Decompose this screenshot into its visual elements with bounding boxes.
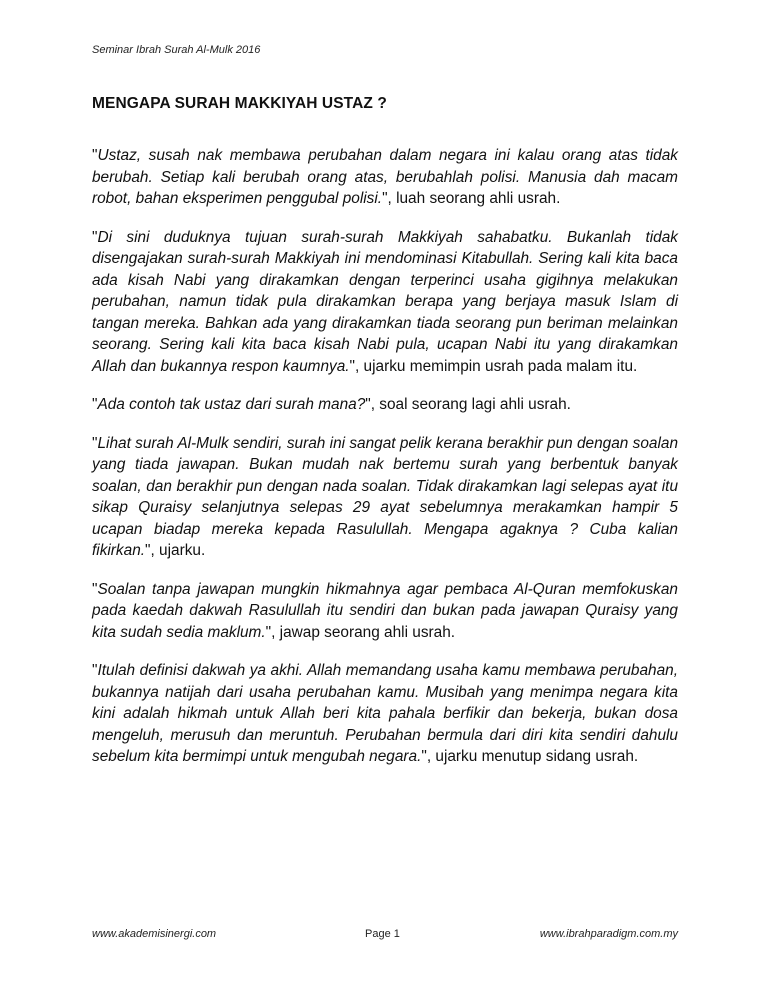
paragraph [92, 227, 678, 378]
paragraph [92, 433, 678, 562]
dialogue-quote: Soalan tanpa jawapan mungkin hikmahnya agar pembaca Al-Quran memfokuskan pada kaedah dakwah Rasulullah itu sendiri dan bukan pada jawapan Quraisy yang kita sudah sedia maklum. [92, 580, 678, 641]
dialogue-tail: ", soal seorang lagi ahli usrah. [365, 396, 571, 413]
open-quote: " [92, 147, 98, 164]
open-quote: " [92, 662, 98, 679]
dialogue-tail: ", ujarku. [145, 542, 206, 559]
dialogue-tail: ", ujarku menutup sidang usrah. [421, 748, 639, 765]
dialogue-tail: ", ujarku memimpin usrah pada malam itu. [349, 357, 638, 375]
dialogue-quote: Ada contoh tak ustaz dari surah mana? [97, 396, 366, 413]
dialogue-quote: Lihat surah Al-Mulk sendiri, surah ini sangat pelik kerana berakhir pun dengan soalan yang tiada jawapan. Bukan mudah nak bertemu surah yang berbentuk banyak soalan, dan berakhir pun dengan nada soalan. Tidak dirakamkan lagi selepas ayat itu sikap Quraisy selanjutnya selepas 29 ayat sebelumnya merakamkan hampir 5 ucapan biadap mereka kepada Rasulullah. Mengapa agaknya ? Cuba kalian fikirkan. [92, 434, 678, 559]
page-number: Page 1 [365, 928, 400, 940]
paragraph [92, 579, 678, 644]
dialogue-quote: Ustaz, susah nak membawa perubahan dalam negara ini kalau orang atas tidak berubah. Setiap kali berubah orang atas, berubahlah polisi. Manusia dah macam robot, bahan eksperimen penggubal polisi. [92, 147, 678, 207]
open-quote: " [92, 396, 98, 413]
page-header: Seminar Ibrah Surah Al-Mulk 2016 [92, 44, 261, 56]
dialogue-quote: Di sini duduknya tujuan surah-surah Makkiyah sahabatku. Bukanlah tidak disengajakan surah-surah Makkiyah ini mendominasi Kitabullah. Sering kali kita baca ada kisah Nabi yang dirakamkan dengan terperinci usaha gigihnya melakukan perubahan, namun tidak pula dirakamkan berapa yang berjaya masuk Islam di tangan mereka. Bahkan ada yang dirakamkan tiada seorang pun beriman melainkan seorang. Sering kali kita baca kisah Nabi pula, ucapan Nabi itu yang dirakamkan Allah dan bukannya respon kaumnya. [92, 228, 678, 375]
open-quote: " [92, 434, 98, 452]
paragraph [92, 660, 678, 768]
dialogue-quote: Itulah definisi dakwah ya akhi. Allah memandang usaha kamu membawa perubahan, bukannya natijah dari usaha perubahan kamu. Musibah yang menimpa negara kita kini adalah hikmah untuk Allah beri kita pahala berfikir dan bekerja, bukan dosa mengeluh, merusuh dan meruntuh. Perubahan bermula dari diri kita sendiri dahulu sebelum kita bermimpi untuk mengubah negara. [92, 662, 678, 765]
dialogue-tail: ", luah seorang ahli usrah. [382, 190, 561, 207]
footer-website-left: www.akademisinergi.com [92, 928, 217, 940]
dialogue-tail: ", jawap seorang ahli usrah. [265, 623, 456, 641]
paragraph [92, 394, 678, 416]
open-quote: " [92, 580, 98, 598]
paragraph [92, 145, 678, 210]
open-quote: " [92, 228, 98, 246]
article-body [92, 145, 678, 785]
article-title: MENGAPA SURAH MAKKIYAH USTAZ ? [92, 95, 387, 112]
footer-website-right: www.ibrahparadigm.com.my [539, 928, 678, 940]
